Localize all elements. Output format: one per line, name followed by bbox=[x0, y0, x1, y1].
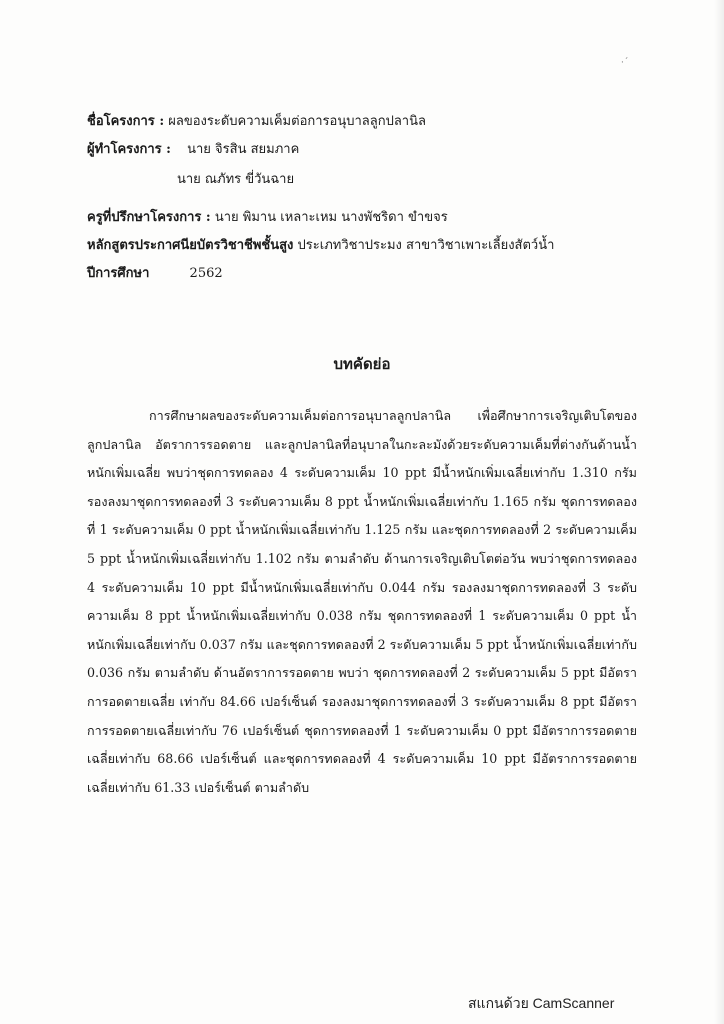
abstract-section bbox=[87, 402, 637, 802]
scan-speck: ·´ bbox=[621, 58, 629, 68]
curriculum-line bbox=[87, 236, 554, 256]
year-label: ปีการศึกษา bbox=[87, 266, 150, 281]
curriculum-value: ประเภทวิชาประมง สาขาวิชาเพาะเลี้ยงสัตว์น้ำ bbox=[297, 238, 555, 253]
author-name-2: นาย ณภัทร ขี่วันฉาย bbox=[177, 172, 295, 187]
author-name-1: นาย จิรสิน สยมภาค bbox=[187, 142, 300, 157]
year-line bbox=[87, 264, 223, 284]
abstract-title: บทคัดย่อ bbox=[333, 355, 391, 373]
project-title: ผลของระดับความเค็มต่อการอนุบาลลูกปลานิล bbox=[168, 114, 426, 129]
advisor-label: ครูที่ปรึกษาโครงการ : bbox=[87, 210, 211, 225]
scanner-watermark: สแกนด้วย CamScanner bbox=[468, 995, 615, 1011]
author-line-2 bbox=[177, 170, 294, 190]
page-edge-shadow bbox=[714, 0, 724, 1024]
author-line bbox=[87, 140, 299, 160]
project-label: ชื่อโครงการ : bbox=[87, 114, 165, 129]
curriculum-label: หลักสูตรประกาศนียบัตรวิชาชีพชั้นสูง bbox=[87, 238, 294, 253]
advisor-names: นาย พิมาน เหลาะเหม นางพัชริดา ขำขจร bbox=[214, 210, 448, 225]
author-label: ผู้ทำโครงการ : bbox=[87, 142, 171, 157]
abstract-body: การศึกษาผลของระดับความเค็มต่อการอนุบาลลูกปลานิล เพื่อศึกษาการเจริญเติบโตของลูกปลานิล อัตราการรอดตาย และลูกปลานิลที่อนุบาลในกะละมังด้วยระดับความเค็มที่ต่างกันด้านน้ำหนักเพิ่มเฉลี่ย พบว่าชุดการทดลอง 4 ระดับความเค็ม 10 ppt มีน้ำหนักเพิ่มเฉลี่ยเท่ากับ 1.310 กรัม รองลงมาชุดการทดลองที่ 3 ระดับความเค็ม 8 ppt น้ำหนักเพิ่มเฉลี่ยเท่ากับ 1.165 กรัม ชุดการทดลองที่ 1 ระดับความเค็ม 0 ppt น้ำหนักเพิ่มเฉลี่ยเท่ากับ 1.125 กรัม และชุดการทดลองที่ 2 ระดับความเค็ม 5 ppt น้ำหนักเพิ่มเฉลี่ยเท่ากับ 1.102 กรัม ตามลำดับ ด้านการเจริญเติบโตต่อวัน พบว่าชุดการทดลอง 4 ระดับความเค็ม 10 ppt มีน้ำหนักเพิ่มเฉลี่ยเท่ากับ 0.044 กรัม รองลงมาชุดการทดลองที่ 3 ระดับความเค็ม 8 ppt น้ำหนักเพิ่มเฉลี่ยเท่ากับ 0.038 กรัม ชุดการทดลองที่ 1 ระดับความเค็ม 0 ppt น้ำหนักเพิ่มเฉลี่ยเท่ากับ 0.037 กรัม และชุดการทดลองที่ 2 ระดับความเค็ม 5 ppt น้ำหนักเพิ่มเฉลี่ยเท่ากับ 0.036 กรัม ตามลำดับ ด้านอัตราการรอดตาย พบว่า ชุดการทดลองที่ 2 ระดับความเค็ม 5 ppt มีอัตราการอดตายเฉลี่ย เท่ากับ 84.66 เปอร์เซ็นต์ รองลงมาชุดการทดลองที่ 3 ระดับความเค็ม 8 ppt มีอัตราการรอดตายเฉลี่ยเท่ากับ 76 เปอร์เซ็นต์ ชุดการทดลองที่ 1 ระดับความเค็ม 0 ppt มีอัตราการรอดตายเฉลี่ยเท่ากับ 68.66 เปอร์เซ็นต์ และชุดการทดลองที่ 4 ระดับความเค็ม 10 ppt มีอัตราการรอดตายเฉลี่ยเท่ากับ 61.33 เปอร์เซ็นต์ ตามลำดับ bbox=[87, 408, 637, 795]
advisor-line bbox=[87, 208, 448, 228]
project-line bbox=[87, 112, 426, 132]
year-value: 2562 bbox=[189, 266, 223, 281]
